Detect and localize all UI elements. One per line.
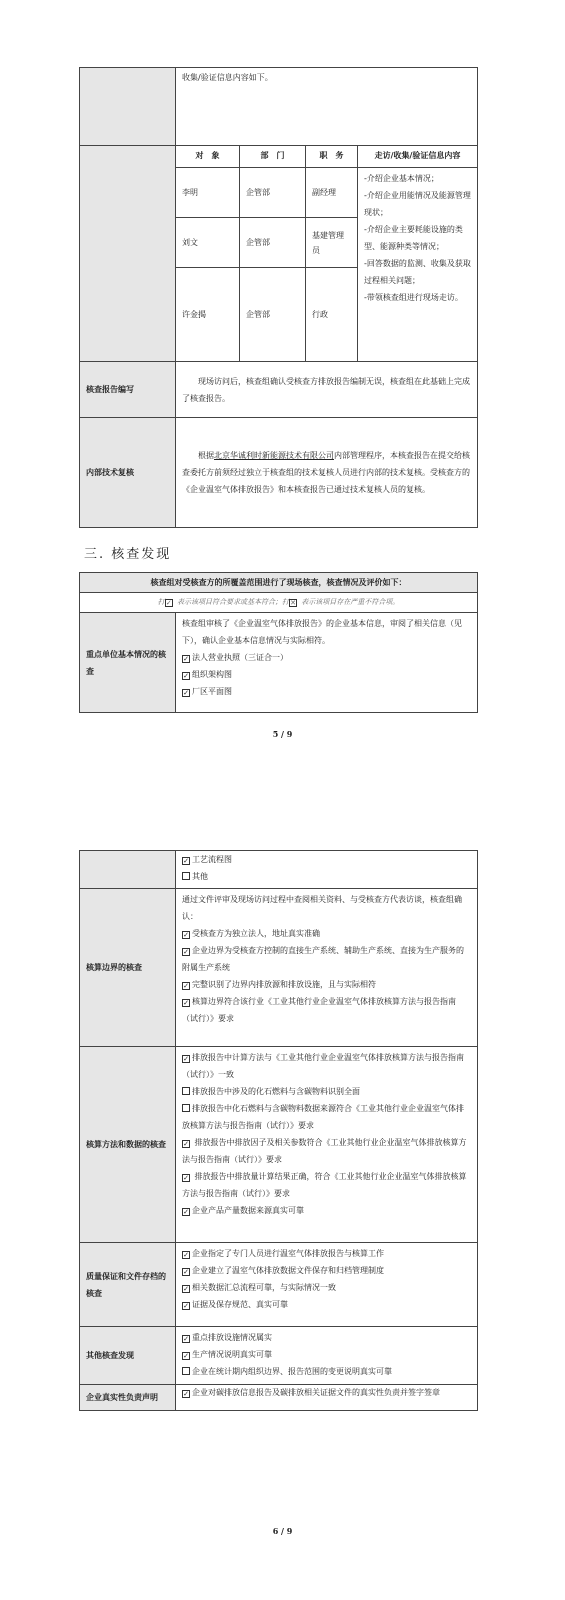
declaration-label: 企业真实性负责声明	[80, 1385, 176, 1411]
checklist-item-text: 组织架构图	[192, 670, 232, 679]
checklist-item	[182, 1202, 471, 1219]
interviewee-name: 许金揭	[176, 268, 240, 362]
col-header-content: 走访/收集/验证信息内容	[358, 146, 478, 168]
checked-box-icon: ✓	[183, 1055, 189, 1063]
interview-content-item: -介绍企业用能情况及能源管理现状；	[364, 191, 471, 217]
method-label: 核算方法和数据的核查	[80, 1047, 176, 1243]
cross-box-icon: ✕	[290, 599, 296, 607]
empty-box-icon	[182, 1104, 190, 1112]
page-number: 6 / 9	[272, 1526, 293, 1536]
interviewee-title: 行政	[306, 268, 358, 362]
checked-box-icon: ✓	[183, 1174, 189, 1182]
basic-text: 核查组审核了《企业温室气体排放报告》的企业基本信息，审阅了相关信息（见下），确认企业基本信息情况与实际相符。	[182, 619, 462, 645]
checked-box-icon: ✓	[183, 1302, 189, 1310]
checklist-item-text: 排放报告中化石燃料与含碳物料数据来源符合《工业其他行业企业温室气体排放核算方法与报告指南（试行）》要求	[182, 1104, 464, 1130]
checklist-item	[182, 1329, 471, 1346]
checklist-item	[182, 1346, 471, 1363]
checklist-item-text: 证据及保存规范、真实可靠	[192, 1300, 288, 1309]
checklist-item	[182, 683, 471, 700]
checked-box-icon: ✓	[183, 1268, 189, 1276]
checklist-item	[182, 868, 471, 885]
checked-box-icon: ✓	[183, 1251, 189, 1259]
interviewee-title: 基建管理员	[306, 218, 358, 268]
interviewee-dept: 企管部	[240, 218, 306, 268]
basic-label: 重点单位基本情况的核查	[80, 613, 176, 713]
boundary-content	[176, 889, 478, 1047]
checklist-item	[182, 1134, 471, 1168]
checklist-item	[182, 942, 471, 976]
declaration-content	[176, 1385, 478, 1411]
checklist-item	[182, 1387, 471, 1399]
checked-box-icon: ✓	[183, 1140, 189, 1148]
empty-box-icon	[182, 1087, 190, 1095]
page-6	[0, 800, 565, 1600]
boundary-intro: 通过文件评审及现场访问过程中查阅相关资料、与受核查方代表访谈，核查组确认：	[182, 895, 462, 921]
continued-content	[176, 851, 478, 889]
legend-text: 打	[157, 598, 165, 606]
checklist-item	[182, 1363, 471, 1380]
boundary-checklist	[182, 925, 471, 1027]
checklist-item	[182, 666, 471, 683]
checklist-item-text: 生产情况说明真实可靠	[192, 1350, 272, 1359]
checked-box-icon: ✓	[183, 931, 189, 939]
checklist-item	[182, 976, 471, 993]
basic-content	[176, 613, 478, 713]
checklist-item	[182, 1279, 471, 1296]
boundary-label: 核算边界的核查	[80, 889, 176, 1047]
findings-table	[79, 572, 478, 713]
interviewee-name: 刘文	[176, 218, 240, 268]
findings-table-continued	[79, 850, 478, 1411]
interview-intro: 收集/验证信息内容如下。	[176, 68, 478, 146]
page-number: 5 / 9	[272, 729, 293, 739]
section-title: 三. 核查发现	[84, 547, 172, 562]
checklist-item-text: 排放报告中涉及的化石燃料与含碳物料识别全面	[192, 1087, 360, 1096]
interview-label-cell	[80, 68, 176, 146]
checked-box-icon: ✓	[183, 655, 189, 663]
checklist-item-text: 相关数据汇总流程可靠，与实际情况一致	[192, 1283, 336, 1292]
checklist-item-text: 法人营业执照（三证合一）	[192, 653, 288, 662]
method-content	[176, 1047, 478, 1243]
checklist-item-text: 企业指定了专门人员进行温室气体排放报告与核算工作	[192, 1249, 384, 1258]
checklist-item	[182, 1296, 471, 1313]
method-checklist	[182, 1049, 471, 1219]
declaration-checklist	[182, 1387, 471, 1399]
other-checklist	[182, 1329, 471, 1380]
checklist-item-text: 企业边界为受核查方控制的直接生产系统、辅助生产系统、直接为生产服务的附属生产系统	[182, 946, 464, 972]
checklist-item-text: 排放报告中计算方法与《工业其他行业企业温室气体排放核算方法与报告指南（试行）》一致	[182, 1053, 464, 1079]
interview-content-item: -带领核查组进行现场走访。	[364, 293, 463, 302]
interview-label-cell-lower	[80, 146, 176, 362]
col-header-dept: 部 门	[240, 146, 306, 168]
interview-content-item: -回答数据的监测、收集及获取过程相关问题；	[364, 259, 471, 285]
checklist-item	[182, 1100, 471, 1134]
continued-checklist	[182, 851, 471, 885]
report-label: 核查报告编写	[80, 362, 176, 418]
checklist-item-text: 企业对碳排放信息报告及碳排放相关证据文件的真实性负责并签字签章	[192, 1388, 440, 1397]
report-text: 现场访问后，核查组确认受核查方排放报告编制无误，核查组在此基础上完成了核查报告。	[176, 362, 478, 418]
checked-box-icon: ✓	[183, 1352, 189, 1360]
interview-content	[358, 168, 478, 362]
checked-box-icon: ✓	[165, 599, 172, 607]
interviewee-title: 副经理	[306, 168, 358, 218]
checked-box-icon: ✓	[183, 672, 189, 680]
review-text	[176, 418, 478, 528]
checked-box-icon: ✓	[183, 857, 189, 865]
qa-checklist	[182, 1245, 471, 1313]
checklist-item-text: 工艺流程图	[192, 855, 232, 864]
checklist-item	[182, 851, 471, 868]
checked-box-icon: ✓	[183, 1335, 189, 1343]
empty-box-icon	[182, 1367, 190, 1375]
checklist-item-text: 其他	[192, 872, 208, 881]
page-5	[0, 0, 565, 790]
checklist-item	[182, 993, 471, 1027]
col-header-title: 职 务	[306, 146, 358, 168]
continued-label-cell	[80, 851, 176, 889]
checklist-item-text: 核算边界符合该行业《工业其他行业企业温室气体排放核算方法与报告指南（试行）》要求	[182, 997, 456, 1023]
checked-box-icon: ✓	[183, 689, 189, 697]
interviewee-name: 李明	[176, 168, 240, 218]
interview-content-item: -介绍企业基本情况；	[364, 174, 439, 183]
review-company: 北京华诚利时新能源技术有限公司	[214, 451, 334, 460]
checked-box-icon: ✓	[183, 1208, 189, 1216]
checklist-item-text: 排放报告中排放量计算结果正确，符合《工业其他行业企业温室气体排放核算方法与报告指南（试行）》要求	[182, 1172, 467, 1198]
other-label: 其他核查发现	[80, 1327, 176, 1385]
checklist-item	[182, 1168, 471, 1202]
checklist-item-text: 排放报告中排放因子及相关参数符合《工业其他行业企业温室气体排放核算方法与报告指南（试行）》要求	[182, 1138, 467, 1164]
checked-box-icon: ✓	[183, 1390, 189, 1398]
checked-box-icon: ✓	[183, 948, 189, 956]
checklist-item-text: 企业建立了温室气体排放数据文件保存和归档管理制度	[192, 1266, 384, 1275]
legend	[80, 593, 478, 613]
qa-label: 质量保证和文件存档的核查	[80, 1243, 176, 1327]
interviewee-dept: 企管部	[240, 168, 306, 218]
checklist-item	[182, 1049, 471, 1083]
empty-box-icon	[182, 872, 190, 880]
checked-box-icon: ✓	[183, 982, 189, 990]
checklist-item-text: 企业产品产量数据来源真实可靠	[192, 1206, 304, 1215]
checked-box-icon: ✓	[183, 1285, 189, 1293]
checklist-item-text: 厂区平面图	[192, 687, 232, 696]
legend-text: 表示该项目符合要求或基本符合；打	[174, 598, 289, 606]
review-label: 内部技术复核	[80, 418, 176, 528]
col-header-object: 对 象	[176, 146, 240, 168]
interview-content-item: -介绍企业主要耗能设施的类型、能源种类等情况；	[364, 225, 463, 251]
interviewee-dept: 企管部	[240, 268, 306, 362]
review-post: 内部管理程序，本核查报告在提交给核查委托方前须经过独立于核查组的技术复核人员进行内部的技术复核。受核查方的《企业温室气体排放报告》和本核查报告已通过技术复核人员的复核。	[182, 451, 470, 494]
checklist-item	[182, 1245, 471, 1262]
checklist-item-text: 重点排放设施情况属实	[192, 1333, 272, 1342]
legend-text: 表示该项目存在严重不符合项。	[299, 598, 400, 606]
other-content	[176, 1327, 478, 1385]
checklist-item-text: 完整识别了边界内排放源和排放设施，且与实际相符	[192, 980, 376, 989]
review-pre: 根据	[198, 451, 214, 460]
findings-header: 核查组对受核查方的所覆盖范围进行了现场核查，核查情况及评价如下：	[80, 573, 478, 593]
checklist-item-text: 受核查方为独立法人，地址真实准确	[192, 929, 320, 938]
checked-box-icon: ✓	[183, 999, 189, 1007]
qa-content	[176, 1243, 478, 1327]
basic-checklist	[182, 649, 471, 700]
checklist-item	[182, 925, 471, 942]
interview-table	[79, 67, 478, 528]
checklist-item-text: 企业在统计期内组织边界、报告范围的变更说明真实可靠	[192, 1367, 392, 1376]
checklist-item	[182, 1262, 471, 1279]
checklist-item	[182, 1083, 471, 1100]
checklist-item	[182, 649, 471, 666]
